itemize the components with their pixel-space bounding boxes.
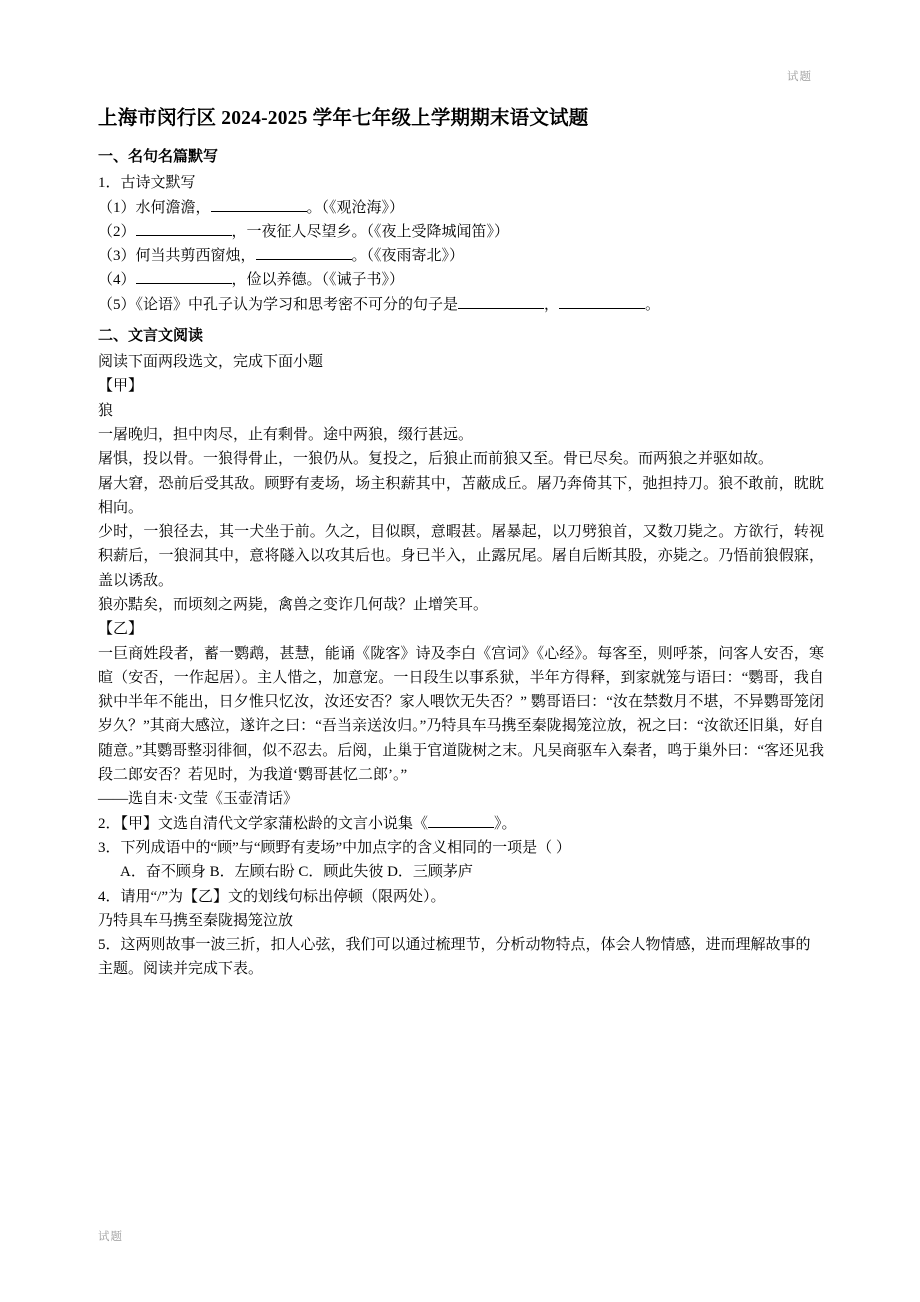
fill-blank-3-suffix: 。（《夜雨寄北》） bbox=[351, 248, 465, 265]
fill-blank-4-input[interactable] bbox=[136, 283, 232, 284]
question-2 bbox=[98, 812, 824, 836]
fill-blank-5-input-a[interactable] bbox=[458, 308, 544, 309]
question-5: 5．这两则故事一波三折，扣人心弦，我们可以通过梳理节，分析动物特点，体会人物情感，进而理解故事的主题。阅读并完成下表。 bbox=[98, 937, 811, 978]
fill-blank-5-suffix: 。 bbox=[645, 296, 661, 313]
fill-blank-item-4 bbox=[98, 268, 824, 292]
fill-blank-1-suffix: 。（《观沧海》） bbox=[306, 199, 405, 216]
passage-b-label: 【乙】 bbox=[98, 621, 144, 638]
fill-blank-item-2 bbox=[98, 220, 824, 244]
reading-instruction: 阅读下面两段选文，完成下面小题 bbox=[98, 354, 324, 371]
section-heading-2: 二、文言文阅读 bbox=[98, 328, 204, 345]
fill-blank-2-suffix: ，一夜征人尽望乡。（《夜上受降城闻笛》） bbox=[231, 223, 510, 240]
passage-b-paragraph-1: 一巨商姓段者，蓄一鹦鹉，甚慧，能诵《陇客》诗及李白《宫词》《心经》。每客至，则呼茶，问客人安否，寒暄（安否，一作起居）。主人惜之，加意宠。一日段生以事系狱，半年方得释，到家就笼与语曰：“鹦哥，我自狱中半年不能出，日夕惟只忆汝，汝还安否？家人喂饮无失否？” 鹦哥语曰：“汝在禁数月不堪，不异鹦哥笼闭岁久？”其商大感泣，遂许之曰：“吾当亲送汝归。”乃特具车马携至秦陇揭笼泣放，祝之曰：“汝欲还旧巢，好自随意。”其鹦哥整羽徘徊，似不忍去。后阅，止巢于官道陇树之末。凡吴商驱车入秦者，鸣于巢外曰：“客还见我段二郎安否？若见时，为我道‘鹦哥甚忆二郎’。” bbox=[98, 645, 824, 784]
fill-blank-5-input-b[interactable] bbox=[559, 308, 645, 309]
page-header-watermark: 试题 bbox=[787, 71, 812, 83]
passage-a-paragraph-2: 屠惧，投以骨。一狼得骨止，一狼仍从。复投之，后狼止而前狼又至。骨已尽矣。而两狼之并驱如故。 bbox=[98, 451, 774, 468]
passage-a-paragraph-1: 一屠晚归，担中肉尽，止有剩骨。途中两狼，缀行甚远。 bbox=[98, 426, 474, 443]
fill-blank-4-prefix: （4） bbox=[98, 272, 136, 289]
fill-blank-3-prefix: （3）何当共剪西窗烛， bbox=[98, 248, 256, 265]
document-content bbox=[98, 104, 824, 982]
passage-source: ——选自末·文莹《玉壶清话》 bbox=[98, 791, 298, 808]
question-2-suffix: 》。 bbox=[494, 815, 517, 832]
fill-blank-5-sep: ， bbox=[544, 296, 560, 313]
fill-blank-5-prefix: （5）《论语》中孔子认为学习和思考密不可分的句子是 bbox=[98, 296, 459, 313]
page-footer-watermark: 试题 bbox=[98, 1231, 123, 1243]
fill-blank-2-input[interactable] bbox=[136, 235, 232, 236]
fill-blank-1-prefix: （1）水何澹澹， bbox=[98, 199, 211, 216]
fill-blank-item-5 bbox=[98, 293, 824, 317]
fill-blank-item-3 bbox=[98, 244, 824, 268]
question-3: 3．下列成语中的“顾”与“顾野有麦场”中加点字的含义相同的一项是（ ） bbox=[98, 839, 571, 856]
question-3-options[interactable]: A．奋不顾身 B．左顾右盼 C．顾此失彼 D．三顾茅庐 bbox=[120, 864, 473, 881]
passage-a-paragraph-5: 狼亦黠矣，而顷刻之两毙，禽兽之变诈几何哉？止增笑耳。 bbox=[98, 597, 489, 613]
question-1-stem: 1．古诗文默写 bbox=[98, 175, 196, 192]
passage-a-label: 【甲】 bbox=[98, 378, 144, 395]
passage-a-title: 狼 bbox=[98, 402, 114, 419]
fill-blank-1-input[interactable] bbox=[211, 211, 307, 212]
section-heading-1: 一、名句名篇默写 bbox=[98, 149, 219, 166]
passage-a-paragraph-4: 少时，一狼径去，其一犬坐于前。久之，目似瞑，意暇甚。屠暴起，以刀劈狼首，又数刀毙之。方欲行，转视积薪后，一狼洞其中，意将隧入以攻其后也。身已半入，止露尻尾。屠自后断其股，亦毙之。乃悟前狼假寐，盖以诱敌。 bbox=[98, 524, 824, 589]
fill-blank-2-prefix: （2） bbox=[98, 223, 136, 240]
question-2-prefix: 2．【甲】文选自清代文学家蒲松龄的文言小说集《 bbox=[98, 815, 429, 832]
page-title: 上海市闵行区 2024-2025 学年七年级上学期期末语文试题 bbox=[98, 108, 589, 129]
fill-blank-item-1 bbox=[98, 196, 824, 220]
question-4: 4．请用“/”为【乙】文的划线句标出停顿（限两处）。 bbox=[98, 888, 446, 905]
fill-blank-3-input[interactable] bbox=[256, 259, 352, 260]
passage-a-paragraph-3: 屠大窘，恐前后受其敌。顾野有麦场，场主积薪其中，苫蔽成丘。屠乃奔倚其下，弛担持刀。狼不敢前，眈眈相向。 bbox=[98, 475, 824, 516]
question-4-sentence[interactable]: 乃特具车马携至秦陇揭笼泣放 bbox=[98, 912, 294, 929]
fill-blank-4-suffix: ，俭以养德。（《诫子书》） bbox=[231, 272, 405, 289]
question-2-input[interactable] bbox=[428, 827, 494, 828]
